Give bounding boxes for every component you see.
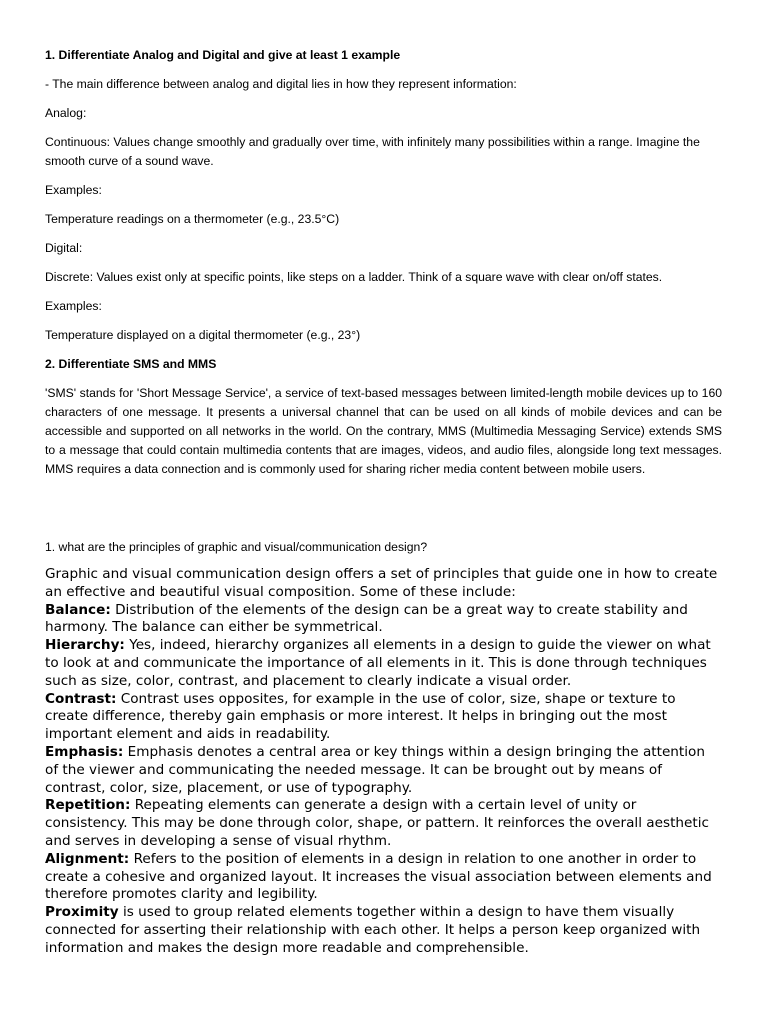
principle-text: Repeating elements can generate a design with a certain level of unity or consistency. This may be done through color, shape, or pattern. It reinforces the overall aesthetic and serves in developing a sense of visual rhythm. bbox=[45, 797, 709, 849]
principle-text: Yes, indeed, hierarchy organizes all elements in a design to guide the viewer on what to look at and communicate the importance of all elements in it. This is done through techniques such as size, color, contrast, and placement to clearly indicate a visual order. bbox=[45, 637, 711, 689]
design-question: 1. what are the principles of graphic and visual/communication design? bbox=[45, 540, 428, 554]
question-1-heading: 1. Differentiate Analog and Digital and give at least 1 example bbox=[45, 48, 401, 62]
principle-text: Emphasis denotes a central area or key things within a design bringing the attention of the viewer and communicating the needed message. It can be brought out by means of contrast, color, size, placement, or use of typography. bbox=[45, 743, 705, 796]
principle-hierarchy bbox=[45, 637, 722, 690]
principle-term: Contrast: bbox=[45, 690, 117, 707]
section-analog-digital-sms bbox=[45, 46, 722, 489]
digital-description: Discrete: Values exist only at specific points, like steps on a ladder. Think of a square wave with clear on/off states. bbox=[45, 270, 663, 284]
question-1-intro: - The main difference between analog and digital lies in how they represent information: bbox=[45, 77, 517, 91]
principle-contrast bbox=[45, 691, 722, 744]
digital-example: Temperature displayed on a digital thermometer (e.g., 23°) bbox=[45, 328, 361, 342]
analog-label: Analog: bbox=[45, 106, 87, 120]
analog-examples-label: Examples: bbox=[45, 183, 102, 197]
principle-proximity bbox=[45, 904, 722, 957]
principle-text: Contrast uses opposites, for example in the use of color, size, shape or texture to create difference, thereby gain emphasis or more interest. It helps in bringing out the most important element and aids in readability. bbox=[45, 690, 676, 743]
principle-text: Distribution of the elements of the design can be a great way to create stability and harmony. The balance can either be symmetrical. bbox=[45, 601, 688, 636]
analog-description: Continuous: Values change smoothly and gradually over time, with infinitely many possibilities within a range. Imagine the smooth curve of a sound wave. bbox=[45, 135, 700, 168]
question-2-answer: 'SMS' stands for 'Short Message Service', a service of text-based messages between limited-length mobile devices up to 160 characters of one message. It presents a universal channel that can be used on all kinds of mobile devices and can be accessible and supported on all networks in the world. On the contrary, MMS (Multimedia Messaging Service) extends SMS to a message that could contain multimedia contents that are images, videos, and audio files, alongside long text messages. MMS requires a data connection and is commonly used for sharing richer media content between mobile users. bbox=[45, 386, 722, 476]
principle-text: is used to group related elements together within a design to have them visually connected for asserting their relationship with each other. It helps a person keep organized with information and makes the design more readable and comprehensible. bbox=[45, 904, 701, 956]
digital-label: Digital: bbox=[45, 241, 83, 255]
question-2-heading: 2. Differentiate SMS and MMS bbox=[45, 357, 217, 371]
principle-repetition bbox=[45, 797, 722, 850]
principle-term: Alignment: bbox=[45, 850, 130, 867]
principle-term: Repetition: bbox=[45, 797, 131, 814]
principle-alignment bbox=[45, 851, 722, 904]
principle-emphasis bbox=[45, 744, 722, 797]
principle-term: Emphasis: bbox=[45, 743, 124, 760]
principle-balance bbox=[45, 602, 722, 638]
principle-text: Refers to the position of elements in a design in relation to one another in order to create a cohesive and organized layout. It increases the visual association between elements and therefore promotes clarity and legibility. bbox=[45, 850, 712, 903]
design-intro: Graphic and visual communication design offers a set of principles that guide one in how to create an effective and beautiful visual composition. Some of these include: bbox=[45, 566, 718, 600]
digital-examples-label: Examples: bbox=[45, 299, 102, 313]
principle-term: Hierarchy: bbox=[45, 637, 125, 654]
analog-example: Temperature readings on a thermometer (e.g., 23.5°C) bbox=[45, 212, 340, 226]
principle-term: Balance: bbox=[45, 601, 111, 618]
section-design-principles bbox=[45, 538, 722, 958]
principle-term: Proximity bbox=[45, 904, 119, 921]
